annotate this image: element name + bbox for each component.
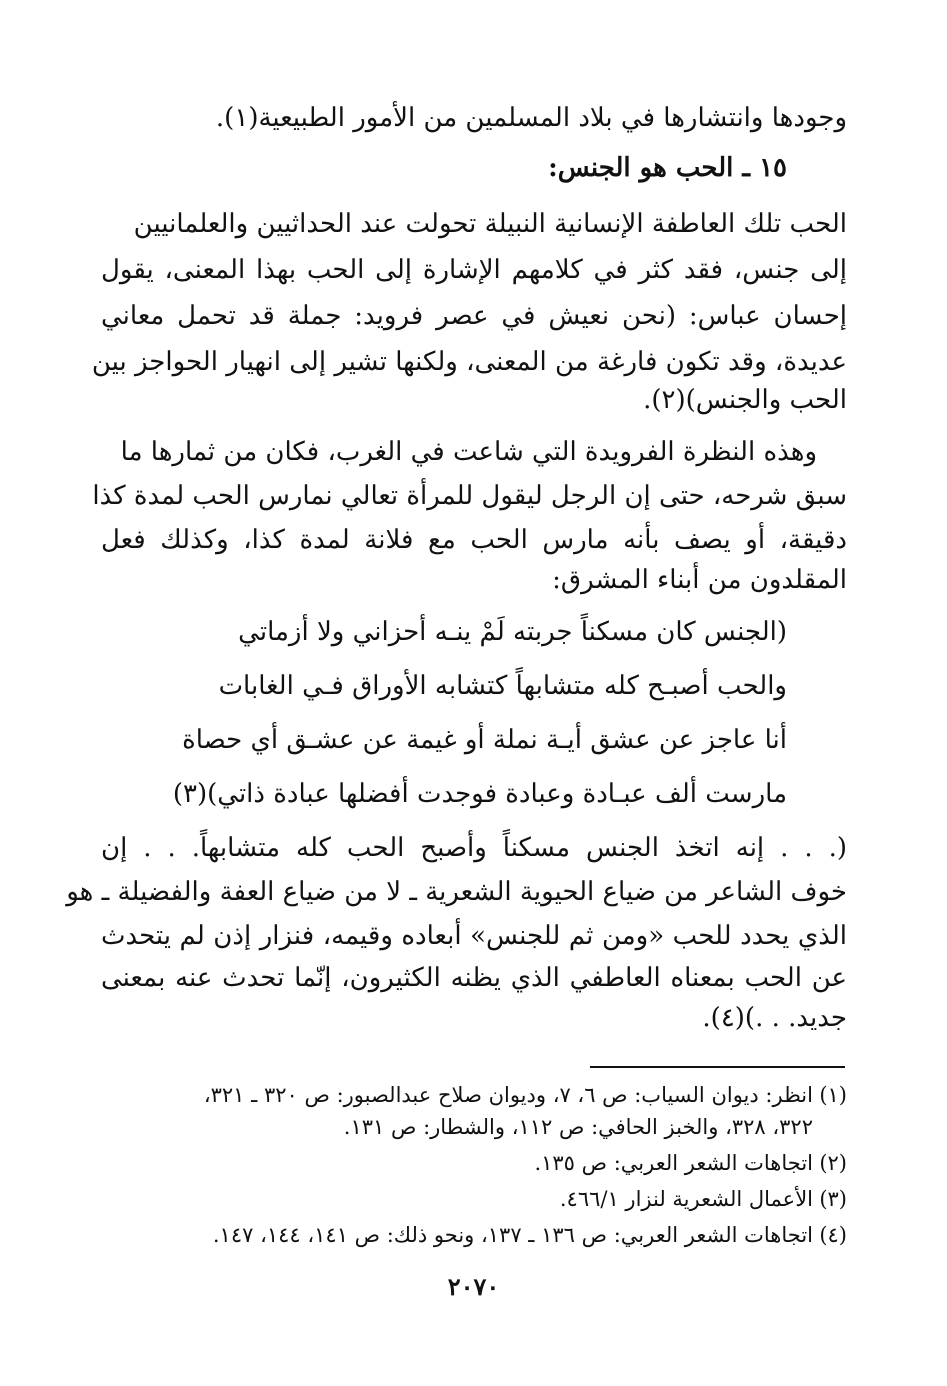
footnote-1-continuation: ٣٢٢، ٣٢٨، والخبز الحافي: ص ١١٢، والشطار: ص ١٣١.	[343, 1115, 813, 1139]
paragraph3-line4: عن الحب بمعناه العاطفي الذي يظنه الكثيرون، إنّما تحدث عنه بمعنى	[101, 963, 847, 993]
paragraph3-line2: خوف الشاعر من ضياع الحيوية الشعرية ـ لا من ضياع العفة والفضيلة ـ هو	[66, 877, 847, 907]
paragraph2-line3: دقيقة، أو يصف بأنه مارس الحب مع فلانة لمدة كذا، وكذلك فعل	[101, 525, 847, 555]
page-number: ٢٠٧٠	[447, 1272, 500, 1301]
poem-line4: مارست ألف عبـادة وعبادة فوجدت أفضلها عبادة ذاتي)(٣)	[172, 779, 787, 809]
poem-line2: والحب أصبـح كله متشابهاً كتشابه الأوراق فـي الغابات	[218, 671, 787, 701]
poem-line1: (الجنس كان مسكناً جربته لَمْ ينـه أحزاني ولا أزماتي	[238, 617, 787, 647]
poem-line3: أنا عاجز عن عشق أيـة نملة أو غيمة عن عشـق أي حصاة	[182, 725, 787, 755]
footnote-2	[101, 1148, 847, 1178]
paragraph2-line4: المقلدون من أبناء المشرق:	[552, 565, 847, 595]
paragraph1-line1: الحب تلك العاطفة الإنسانية النبيلة تحولت عند الحداثيين والعلمانيين	[133, 209, 847, 239]
paragraph1-line3: إحسان عباس: (نحن نعيش في عصر فرويد: جملة قد تحمل معاني	[101, 301, 847, 331]
footnote-number: (٣)	[819, 1187, 847, 1211]
paragraph3-line1: (. . . إنه اتخذ الجنس مسكناً وأصبح الحب كله متشابهاً. . . إن	[101, 833, 847, 863]
footnote-number: (٢)	[819, 1151, 847, 1175]
paragraph1-line5: الحب والجنس)(٢).	[643, 385, 847, 415]
intro-line: وجودها وانتشارها في بلاد المسلمين من الأمور الطبيعية(١).	[215, 103, 847, 133]
paragraph3-line3: الذي يحدد للحب «ومن ثم للجنس» أبعاده وقيمه، فنزار إذن لم يتحدث	[101, 921, 847, 951]
footnote-text: اتجاهات الشعر العربي: ص ١٣٦ ـ ١٣٧، ونحو ذلك: ص ١٤١، ١٤٤، ١٤٧.	[212, 1223, 813, 1247]
footnote-4	[101, 1220, 847, 1250]
footnote-3	[101, 1184, 847, 1214]
paragraph2-line1: وهذه النظرة الفرويدة التي شاعت في الغرب، فكان من ثمارها ما	[120, 437, 817, 467]
footnote-text: اتجاهات الشعر العربي: ص ١٣٥.	[534, 1151, 813, 1175]
paragraph1-line4: عديدة، وقد تكون فارغة من المعنى، ولكنها تشير إلى انهيار الحواجز بين	[91, 347, 847, 377]
paragraph2-line2: سبق شرحه، حتى إن الرجل ليقول للمرأة تعالي نمارس الحب لمدة كذا	[92, 481, 847, 511]
footnote-text: الأعمال الشعرية لنزار ٤٦٦/١.	[559, 1187, 813, 1211]
footnote-number: (٤)	[819, 1223, 847, 1247]
paragraph1-line2: إلى جنس، فقد كثر في كلامهم الإشارة إلى الحب بهذا المعنى، يقول	[101, 255, 847, 285]
footnote-number: (١)	[819, 1083, 847, 1107]
section-heading: ١٥ ـ الحب هو الجنس:	[548, 153, 787, 183]
footnote-divider	[590, 1066, 845, 1068]
footnote-text: انظر: ديوان السياب: ص ٦، ٧، وديوان صلاح عبدالصبور: ص ٣٢٠ ـ ٣٢١،	[203, 1083, 813, 1107]
footnote-1	[101, 1080, 847, 1110]
paragraph3-line5: جديد. . .)(٤).	[702, 1003, 847, 1033]
